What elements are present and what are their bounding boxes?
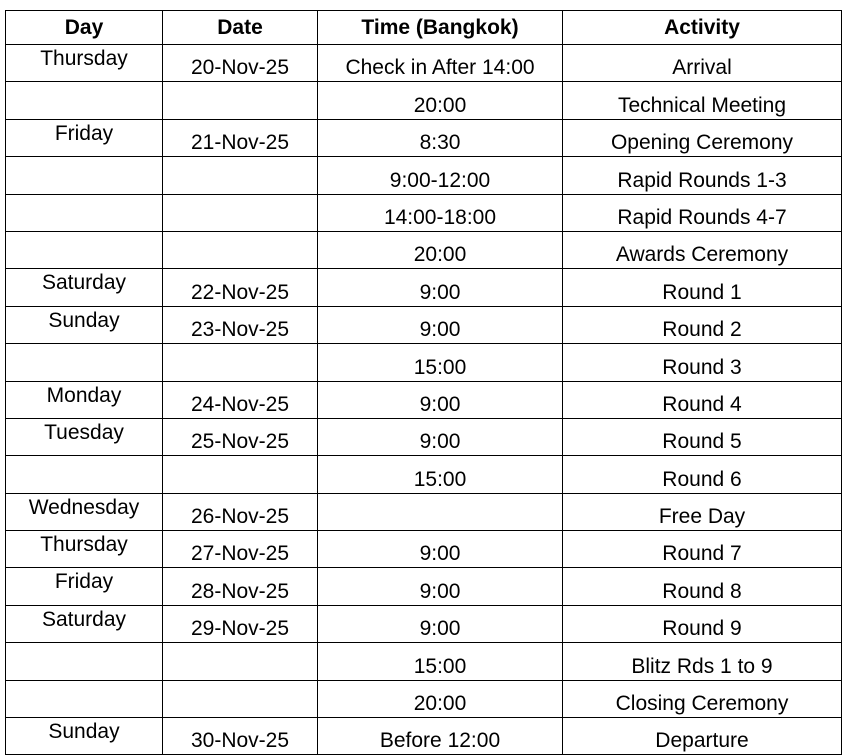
cell-date: 23-Nov-25 (163, 306, 318, 343)
cell-day (6, 231, 163, 268)
table-row (6, 531, 842, 568)
cell-date: 29-Nov-25 (163, 605, 318, 642)
cell-date: 20-Nov-25 (163, 45, 318, 82)
cell-date (163, 194, 318, 231)
cell-date: 26-Nov-25 (163, 493, 318, 530)
cell-activity: Round 9 (563, 605, 842, 642)
cell-date (163, 643, 318, 680)
cell-date: 30-Nov-25 (163, 718, 318, 755)
cell-time: 9:00 (318, 418, 563, 455)
cell-time (318, 493, 563, 530)
cell-activity: Awards Ceremony (563, 231, 842, 268)
cell-activity: Round 7 (563, 531, 842, 568)
cell-date: 28-Nov-25 (163, 568, 318, 605)
cell-activity: Technical Meeting (563, 82, 842, 119)
cell-activity: Arrival (563, 45, 842, 82)
schedule-table-container (5, 10, 841, 755)
cell-day (6, 82, 163, 119)
table-row (6, 194, 842, 231)
table-row (6, 568, 842, 605)
table-header (6, 11, 842, 45)
table-row (6, 231, 842, 268)
cell-time: 9:00-12:00 (318, 157, 563, 194)
cell-time: Before 12:00 (318, 718, 563, 755)
cell-time: 15:00 (318, 643, 563, 680)
cell-time: 14:00-18:00 (318, 194, 563, 231)
cell-time: 20:00 (318, 680, 563, 717)
cell-date: 27-Nov-25 (163, 531, 318, 568)
cell-activity: Round 4 (563, 381, 842, 418)
cell-day (6, 344, 163, 381)
table-row (6, 82, 842, 119)
cell-time: 9:00 (318, 269, 563, 306)
cell-day: Saturday (6, 269, 163, 306)
table-row (6, 119, 842, 156)
table-row (6, 456, 842, 493)
table-row (6, 45, 842, 82)
table-row (6, 381, 842, 418)
header-row (6, 11, 842, 45)
schedule-table (5, 10, 842, 755)
cell-day: Monday (6, 381, 163, 418)
cell-date (163, 231, 318, 268)
cell-time: 20:00 (318, 82, 563, 119)
table-row (6, 605, 842, 642)
cell-activity: Round 5 (563, 418, 842, 455)
cell-time: 15:00 (318, 344, 563, 381)
cell-day (6, 194, 163, 231)
cell-day: Sunday (6, 306, 163, 343)
table-row (6, 718, 842, 755)
cell-date (163, 344, 318, 381)
cell-day: Saturday (6, 605, 163, 642)
cell-time: 9:00 (318, 531, 563, 568)
cell-time: 8:30 (318, 119, 563, 156)
cell-activity: Round 8 (563, 568, 842, 605)
cell-day (6, 643, 163, 680)
table-row (6, 418, 842, 455)
cell-day (6, 456, 163, 493)
cell-day (6, 157, 163, 194)
cell-date: 25-Nov-25 (163, 418, 318, 455)
cell-date: 21-Nov-25 (163, 119, 318, 156)
cell-activity: Round 2 (563, 306, 842, 343)
cell-date (163, 157, 318, 194)
cell-day: Sunday (6, 718, 163, 755)
cell-activity: Closing Ceremony (563, 680, 842, 717)
header-time: Time (Bangkok) (318, 11, 563, 45)
cell-day: Friday (6, 568, 163, 605)
cell-date: 22-Nov-25 (163, 269, 318, 306)
header-date: Date (163, 11, 318, 45)
table-row (6, 306, 842, 343)
cell-day: Tuesday (6, 418, 163, 455)
cell-activity: Rapid Rounds 1-3 (563, 157, 842, 194)
cell-date: 24-Nov-25 (163, 381, 318, 418)
cell-date (163, 456, 318, 493)
cell-activity: Blitz Rds 1 to 9 (563, 643, 842, 680)
table-row (6, 157, 842, 194)
cell-activity: Opening Ceremony (563, 119, 842, 156)
cell-time: 9:00 (318, 605, 563, 642)
cell-day: Thursday (6, 45, 163, 82)
cell-activity: Departure (563, 718, 842, 755)
table-body (6, 45, 842, 755)
cell-day: Thursday (6, 531, 163, 568)
header-activity: Activity (563, 11, 842, 45)
cell-time: 9:00 (318, 306, 563, 343)
table-row (6, 344, 842, 381)
cell-activity: Round 1 (563, 269, 842, 306)
cell-activity: Round 6 (563, 456, 842, 493)
cell-time: Check in After 14:00 (318, 45, 563, 82)
cell-time: 9:00 (318, 568, 563, 605)
cell-time: 20:00 (318, 231, 563, 268)
cell-activity: Free Day (563, 493, 842, 530)
cell-time: 15:00 (318, 456, 563, 493)
header-day: Day (6, 11, 163, 45)
cell-day: Wednesday (6, 493, 163, 530)
cell-day: Friday (6, 119, 163, 156)
cell-activity: Round 3 (563, 344, 842, 381)
table-row (6, 643, 842, 680)
cell-date (163, 82, 318, 119)
cell-activity: Rapid Rounds 4-7 (563, 194, 842, 231)
table-row (6, 493, 842, 530)
table-row (6, 269, 842, 306)
cell-time: 9:00 (318, 381, 563, 418)
